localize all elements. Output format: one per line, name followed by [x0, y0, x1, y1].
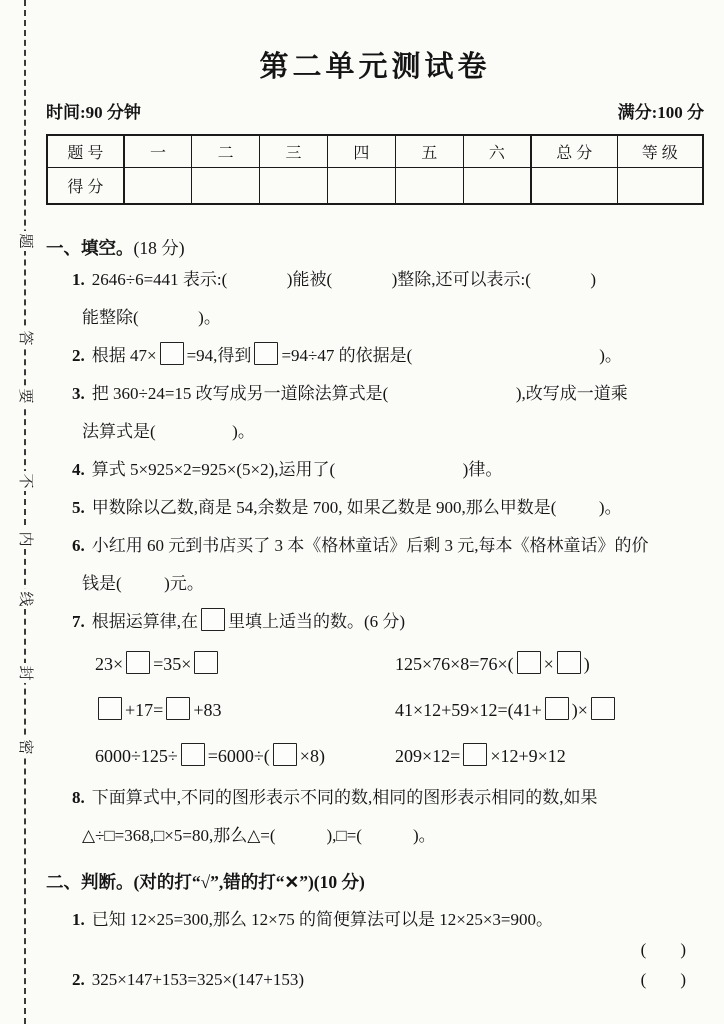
fill-box [463, 743, 487, 766]
equation: 125×76×8=76×( × ) [395, 641, 590, 687]
fill-item-1-line-2 [46, 299, 704, 337]
seal-line-char: 密 [15, 737, 35, 757]
equation-row-2 [46, 687, 704, 733]
item-text: 能整除( )。 [82, 308, 221, 327]
equation: 23× =35× [95, 641, 221, 687]
score-table-header-row [47, 135, 703, 168]
judge-item-1 [46, 901, 704, 939]
score-table-header-cell: 一 [124, 135, 192, 168]
score-table-header-cell: 等 级 [617, 135, 703, 168]
item-text: △÷□=368,□×5=80,那么△=( ),□=( )。 [82, 826, 436, 845]
score-cell [617, 168, 703, 205]
fill-item-4 [46, 451, 704, 489]
fill-item-7-heading [46, 603, 704, 641]
section2-heading: 二、判断。(对的打“√”,错的打“✕”)(10 分) [46, 872, 365, 892]
item-text: 钱是( )元。 [82, 574, 204, 593]
item-number: 1. [72, 270, 85, 289]
item-text: 已知 12×25=300,那么 12×75 的简便算法可以是 12×25×3=900。 [91, 910, 554, 929]
judge-item-1-answer-parens: ( ) [640, 940, 686, 959]
judge-item-2 [46, 961, 704, 999]
score-table-score-row [47, 168, 703, 205]
item-text: 法算式是( )。 [82, 422, 255, 441]
seal-line-char: 要 [15, 386, 35, 406]
equation: 6000÷125÷ =6000÷( ×8) [95, 733, 325, 779]
item-number: 4. [72, 460, 85, 479]
score-table-header-cell: 六 [463, 135, 531, 168]
item-number: 5. [72, 498, 85, 517]
item-text: 根据 47× =94,得到 =94÷47 的依据是( )。 [92, 346, 622, 365]
score-table-header-cell: 四 [327, 135, 395, 168]
seal-line-char: 内 [15, 529, 35, 549]
time-limit-label: 时间:90 分钟 [46, 103, 141, 122]
fill-box [194, 651, 218, 674]
fill-item-3-line-2 [46, 413, 704, 451]
score-table-header-cell: 总 分 [531, 135, 617, 168]
equation: 209×12= ×12+9×12 [395, 733, 566, 779]
item-number: 2. [72, 970, 85, 989]
item-text: 下面算式中,不同的图形表示不同的数,相同的图形表示相同的数,如果 [91, 788, 598, 807]
seal-line-char: 线 [15, 589, 35, 609]
fill-box [160, 342, 184, 365]
score-table-header-cell: 五 [395, 135, 463, 168]
fill-box [181, 743, 205, 766]
fill-box [98, 697, 122, 720]
score-cell [395, 168, 463, 205]
fill-item-8-line-2 [46, 817, 704, 855]
judge-item-2-answer-parens: ( ) [640, 970, 686, 989]
item-text: 把 360÷24=15 改写成另一道除法算式是( ),改写成一道乘 [91, 384, 628, 403]
score-table-header-cell: 三 [260, 135, 328, 168]
score-table [46, 134, 704, 205]
fill-box [126, 651, 150, 674]
section1-heading-score: (18 分) [133, 238, 185, 258]
equation: 41×12+59×12=(41+ )× [395, 687, 618, 733]
section1-heading-label: 一、填空。 [46, 238, 134, 258]
seal-line-char: 封 [15, 663, 35, 683]
score-cell [260, 168, 328, 205]
paper-meta [46, 102, 704, 124]
score-cell [327, 168, 395, 205]
fill-box [166, 697, 190, 720]
fill-box [201, 608, 225, 631]
fill-item-1-line-1 [46, 261, 704, 299]
fill-item-3-line-1 [46, 375, 704, 413]
fill-box [254, 342, 278, 365]
item-text: 325×147+153=325×(147+153) [91, 970, 305, 989]
equation: +17= +83 [95, 687, 221, 733]
item-number: 8. [72, 788, 85, 807]
item-number: 7. [72, 612, 85, 631]
score-cell [463, 168, 531, 205]
seal-line-char: 答 [15, 328, 35, 348]
seal-dashed-line [24, 0, 26, 1024]
seal-line-char: 题 [15, 231, 35, 251]
item-text: 小红用 60 元到书店买了 3 本《格林童话》后剩 3 元,每本《格林童话》的价 [91, 536, 649, 555]
item-text: 算式 5×925×2=925×(5×2),运用了( )律。 [91, 460, 503, 479]
paper-content [46, 0, 704, 999]
full-score-label: 满分:100 分 [617, 103, 704, 122]
fill-item-6-line-1 [46, 527, 704, 565]
seal-line-char: 不 [15, 471, 35, 491]
score-table-header-cell: 二 [192, 135, 260, 168]
score-cell [192, 168, 260, 205]
item-text: 根据运算律,在 里填上适当的数。(6 分) [92, 612, 405, 631]
fill-item-6-line-2 [46, 565, 704, 603]
equation-row-3 [46, 733, 704, 779]
page-title: 第二单元测试卷 [259, 51, 491, 83]
fill-box [557, 651, 581, 674]
section1-heading [46, 235, 704, 261]
equation-row-1 [46, 641, 704, 687]
item-text: 甲数除以乙数,商是 54,余数是 700, 如果乙数是 900,那么甲数是( )。 [91, 498, 622, 517]
item-number: 1. [72, 910, 85, 929]
score-table-header-cell: 题 号 [47, 135, 124, 168]
item-number: 2. [72, 346, 85, 365]
score-cell [124, 168, 192, 205]
fill-box [545, 697, 569, 720]
fill-item-5 [46, 489, 704, 527]
fill-box [517, 651, 541, 674]
item-number: 3. [72, 384, 85, 403]
score-cell [531, 168, 617, 205]
item-number: 6. [72, 536, 85, 555]
fill-box [273, 743, 297, 766]
fill-item-8-line-1 [46, 779, 704, 817]
item-text: 2646÷6=441 表示:( )能被( )整除,还可以表示:( ) [91, 270, 597, 289]
score-row-label: 得 分 [47, 168, 124, 205]
fill-box [591, 697, 615, 720]
fill-item-2 [46, 337, 704, 375]
